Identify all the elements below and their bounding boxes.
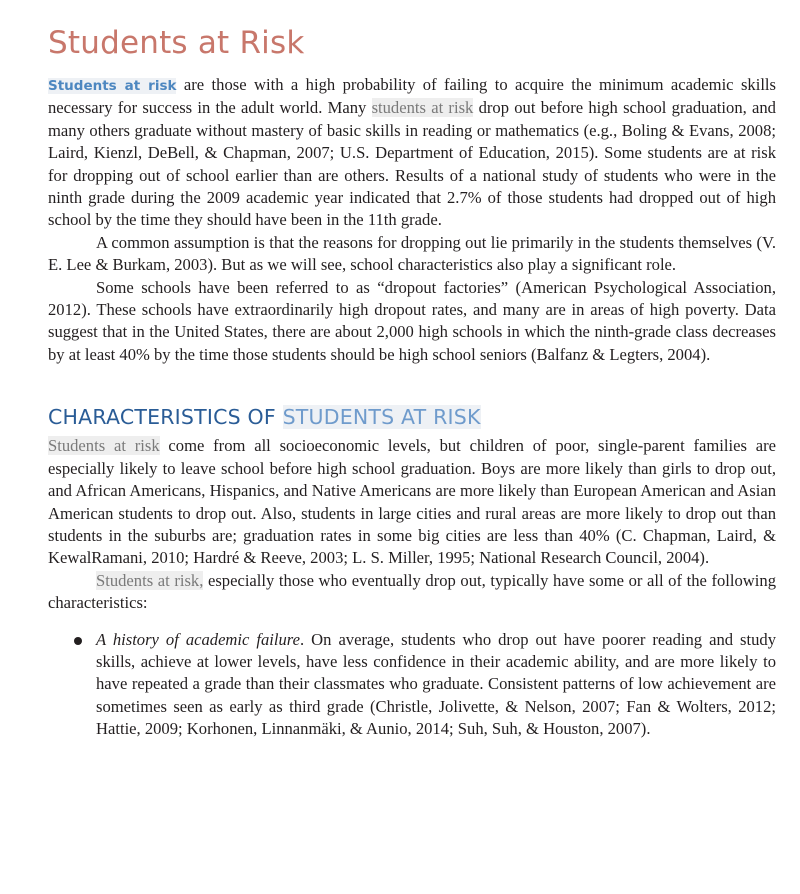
list-item-body: . On average, students who drop out have poorer reading and study skills, achieve at lower levels, have less confidence in their academic ability, and are more likely to have repeated a grade than their classmates who graduate. Consistent patterns of low achievement are sometimes seen as early as third grade (Christle, Jolivette, & Nelson, 2007; Fan & Wolters, 2012; Hattie, 2009; Korhonen, Linnanmäki, & Aunio, 2014; Suh, Suh, & Houston, 2007). xyxy=(96,629,776,739)
key-term-highlight[interactable]: students at risk xyxy=(371,98,474,118)
section-heading-text: CHARACTERISTICS OF xyxy=(48,405,283,430)
document-page xyxy=(48,22,776,741)
list-item-text xyxy=(96,629,776,741)
paragraph-text: especially those who eventually drop out, typically have some or all of the following characteristics: xyxy=(48,570,776,613)
list-item-term: A history of academic failure xyxy=(96,629,301,649)
key-term-highlight[interactable]: Students at risk, xyxy=(96,570,204,590)
intro-paragraph-2: A common assumption is that the reasons for dropping out lie primarily in the students themselves (V. E. Lee & Burkam, 2003). But as we will see, school characteristics also play a significant role. xyxy=(48,232,776,275)
section-paragraph-1 xyxy=(48,435,776,569)
bullet-icon xyxy=(74,637,82,645)
intro-paragraph-3: Some schools have been referred to as “dropout factories” (American Psychological Association, 2012). These schools have extraordinarily high dropout rates, and many are in areas of high poverty. Data suggest that in the United States, there are about 2,000 high schools in which the ninth-grade class decreases by at least 40% by the time those students should be high school seniors (Balfanz & Legters, 2004). xyxy=(48,277,776,364)
paragraph-text: come from all socioeconomic levels, but children of poor, single-parent families are especially likely to leave school before high school graduation. Boys are more likely than girls to drop out, and African Americans, Hispanics, and Native Americans are more likely than European American and Asian American students to drop out. Also, students in large cities and rural areas are more likely to drop out than students in the suburbs are; graduation rates in some big cities are less than 40% (C. Chapman, Laird, & KewalRamani, 2010; Hardré & Reeve, 2003; L. S. Miller, 1995; National Research Council, 2004). xyxy=(48,436,776,568)
list-item xyxy=(48,629,776,741)
intro-paragraph-1 xyxy=(48,74,776,232)
paragraph-text: are those with a high probability of failing to acquire the minimum academic skills necessary for success in the adult world. Many xyxy=(48,75,776,118)
key-term-highlight[interactable]: Students at risk xyxy=(48,436,160,456)
section-paragraph-2 xyxy=(48,570,776,615)
page-title: Students at Risk xyxy=(48,25,305,61)
characteristics-list xyxy=(48,629,776,741)
section-heading-highlight[interactable]: STUDENTS AT RISK xyxy=(282,405,481,430)
key-term-highlight[interactable]: Students at risk xyxy=(48,78,177,94)
section-heading xyxy=(48,404,776,430)
paragraph-text: drop out before high school graduation, and many others graduate without mastery of basic skills in reading or mathematics (e.g., Boling & Evans, 2008; Laird, Kienzl, DeBell, & Chapman, 2007; U.S. Department of Education, 2015). Some students are at risk for dropping out of school earlier than are others. Results of a national study of students who were in the ninth grade during the 2009 academic year indicated that 2.7% of those students had dropped out of high school by the time they should have been in the 11th grade. xyxy=(48,98,776,230)
